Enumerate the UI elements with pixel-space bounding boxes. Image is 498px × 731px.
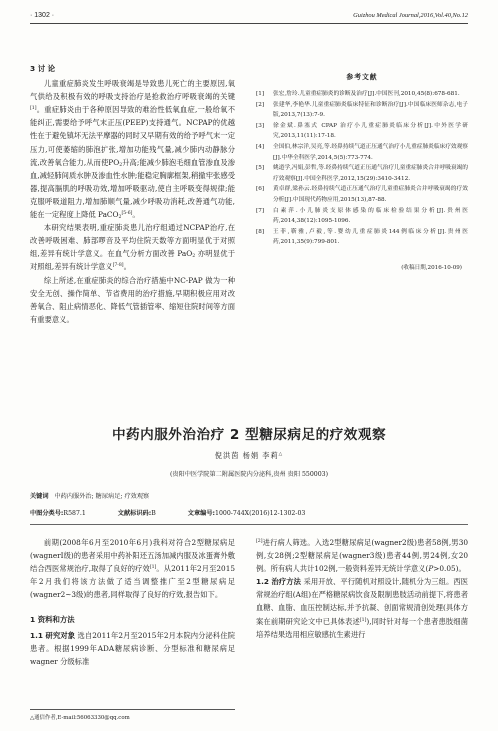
classification-line: 中图分类号:R587.1 文献标识码:B 文章编号:1000-744X(2016)12-1302-03 [30, 510, 306, 517]
section-heading-methods: 1 资料和方法 [30, 615, 75, 625]
references-column [256, 62, 468, 275]
discussion-paragraph-3: 综上所述,在重症肺炎的综合治疗措施中NC-PAP 做为一种安全无创、操作简单、节省费用的治疗措施,早期积极应用对改善氧合、阻止病情恶化、降低气管插管率、缩短住院时间等方面有重要意义。 [30, 275, 235, 324]
discussion-paragraph-1: 儿童重症肺炎发生呼吸衰竭是导致患儿死亡的主要原因,氧气供给及积极有效的呼吸支持治疗是抢救治疗呼吸衰竭的关键[1]。重症肺炎由于各种原因导致的难治性低氧血症,一般给氧不能纠正,需要给予呼气末正压(PEEP)支持通气。NCPAP的优越性在于避免镇坏无法平摩器的同时又早期有效的给予呼气末一定压力,可使萎缩的肺泡扩张,增加功能残气量,减少肺内动静脉分流,改善氧合能力,从而使$PO_2$升高;能减少肺泡毛细血管渗血及渗血,减轻肺间质水肿及渗血性水肿;能稳定胸廓框架,稍撤牢张感受器,提高膈肌的呼吸功效,增加呼吸驱动,使自主呼吸变得规律;能克服呼吸道阻力,增加肺顺气量,减少呼吸功消耗,改善通气功能,能在一定程度上降低 PaCO$_2$[5-6]。 [30, 79, 235, 221]
title-separator [30, 524, 468, 525]
subsection-1-1-continued: [2]进行病人筛选。入选2型糖尿病足(wagner2级)患者58例,男30例,女28例;2型糖尿病足(wagner3级)患者44例,男24例,女20例。所有病人共计102例,一般资料差异无统计学意义(P>0.05)。 [256, 538, 468, 574]
received-date: (收稿日期,2016-10-09) [401, 265, 462, 271]
reference-item: [8] 王菲,靳雅,卢毅,等.婴幼儿重症肺炎144例临床分析[J].贵州医药,2011,35(9):799-801. [256, 228, 468, 246]
discussion-column [30, 62, 235, 326]
references-heading: 参考文献 [346, 73, 378, 81]
discussion-paragraph-2: 本研究结果表明,重症肺炎患儿治疗组通过NCPAP治疗,在改善呼吸困难、肺部啰音及平均住院天数等方面明显优于对照组,差异有统计学意义。在血气分析方面改善 PaO$_2$ 亦明显优于对照组,差异有统计学意义[7-8]。 [30, 223, 235, 272]
article-title: 中药内服外治治疗 2 型糖尿病足的疗效观察 [111, 427, 387, 443]
article-affiliation: (贵阳中医学院第二附属医院内分泌科,贵州 贵阳 550003) [169, 471, 329, 478]
body-column-left [30, 536, 235, 668]
body-column-right [256, 536, 468, 641]
reference-item: [7] 白素萍.小儿肺炎支原体感染的临床检验结果分析[J].贵州医药,2014,38(12):1095-1096. [256, 207, 468, 225]
subsection-1-1: 1.1 研究对象 选自2011年2月至2015年2月本院内分泌科住院患者。根据1999年ADA糖尿病诊断、分型标准和糖尿病足 wagner 分级标准 [30, 630, 236, 666]
running-header [30, 10, 468, 24]
reference-item: [1] 张宏,詹玲.儿童重症肺炎的诊断及治疗[J].中国医刊,2010,45(8):678-681. [256, 91, 460, 98]
header-rule [30, 23, 468, 24]
reference-item: [5] 姚道学,冯娟,彭哲,等.经鼻持续气道正压通气治疗儿童重症肺炎合并呼吸衰竭的疗效观察[J].中国全科医学,2012,15(29):3410-3412. [256, 165, 468, 182]
article-authors: 倪洪茵 杨娟 李莉△ [214, 451, 284, 460]
subsection-1-2: 1.2 治疗方法 采用开放、平行随机对照设计,随机分为三组。西医常规治疗组(A组)在严格糖尿病饮食及限制患肢活动前提下,将患者血糖、血脂、血压控制达标,并予抗凝、创面常规清创处理(具体方案在前期研究论文中已具体表述[1]),同时针对每一个患者患肢细菌培养结果选用相应敏感抗生素进行 [256, 577, 469, 639]
reference-item: [4] 全国伯,林宗洋,吴亮,等.经鼻持续气道正压通气治疗小儿重症肺炎临床疗效观察[J].中华全科医学,2014,5(5):773-774. [256, 144, 468, 161]
keywords-line [30, 491, 468, 500]
reference-item: [3] 徐金斌.鼻塞式 CPAP 治疗小儿重症肺炎临床分析[J].中外医学研究,2013,11(11):17-18. [256, 122, 468, 140]
reference-item: [6] 黄卓群,梁孙云.经鼻持续气道正压通气治疗儿童重症肺炎合并呼吸衰竭的疗效分析[J].中国现代药物应用,2015(13),87-88. [256, 186, 468, 204]
reference-item: [2] 张建华,李艳华.儿童重症肺炎临床特征和诊断治疗[J].中国临床医师杂志,电子版,2013,7(13):7-9. [256, 101, 468, 119]
discussion-heading: 3 讨 论 [30, 64, 56, 73]
keywords-value: 中药内服外治; 糖尿病足; 疗效观察 [54, 493, 150, 500]
page-number: · 1302 · [30, 12, 55, 19]
correspondence-footnote: △通信作者,E-mail:56063330@qq.com [30, 709, 235, 721]
intro-paragraph: 前期(2008年6月至2010年6月)我科对符合2型糖尿病足(wagnerⅠ级)的患者采用中药补阳还五汤加减内服及冰蛋膏外敷结合西医常规治疗,取得了良好的疗效[1]。从2011年2月至2015年2月我们将该方法做了适当调整推广至2型糖尿病足(wagner2~3级)的患者,同样取得了良好的疗效,报告如下。 [30, 538, 235, 600]
keywords-label: 关键词 [30, 493, 49, 500]
journal-citation: Guizhou Medical Journal,2016,Vol.40,No.12 [353, 12, 468, 19]
